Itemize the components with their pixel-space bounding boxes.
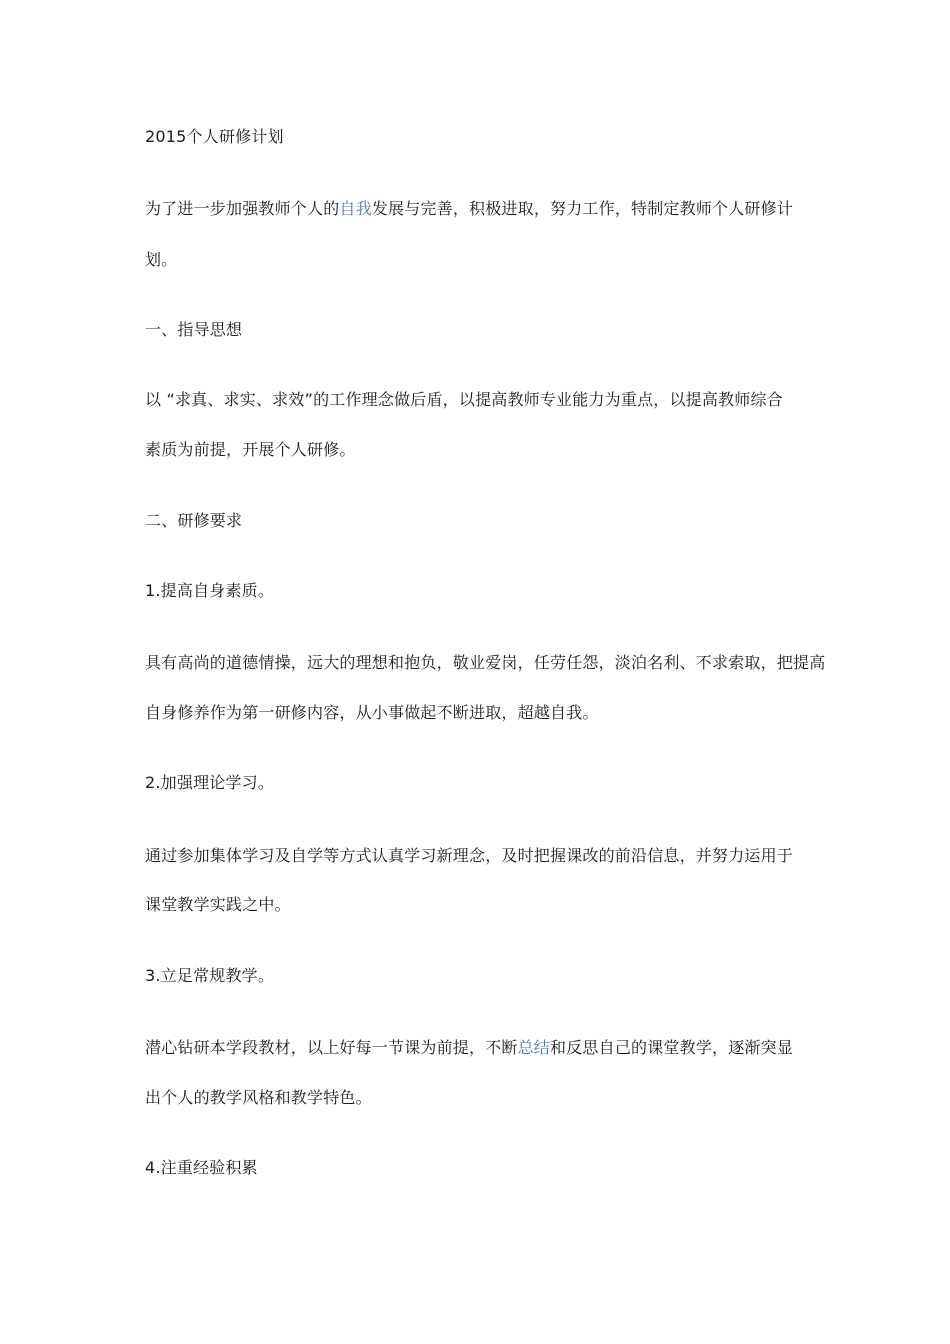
intro-text-b: 发展与完善，积极进取，努力工作，特制定教师个人研修计	[371, 199, 794, 218]
item-3-heading: 3.立足常规教学。	[145, 966, 275, 985]
item-3-line-1	[145, 1038, 815, 1058]
item-3-line-2: 出个人的教学风格和教学特色。	[145, 1088, 372, 1107]
section-1-heading: 一、指导思想	[145, 320, 243, 339]
section-1-line-2: 素质为前提，开展个人研修。	[145, 440, 356, 459]
item-3-text-a: 潜心钻研本学段教材，以上好每一节课为前提，不断	[145, 1038, 518, 1057]
item-2-line-1: 通过参加集体学习及自学等方式认真学习新理念，及时把握课改的前沿信息，并努力运用于	[145, 846, 794, 865]
self-link[interactable]: 自我	[339, 199, 372, 218]
document-title: 2015个人研修计划	[145, 127, 284, 146]
item-1-line-2: 自身修养作为第一研修内容，从小事做起不断进取，超越自我。	[145, 703, 599, 722]
item-2-heading: 2.加强理论学习。	[145, 773, 275, 792]
item-2-line-2: 课堂教学实践之中。	[145, 895, 291, 914]
item-4-heading: 4.注重经验积累	[145, 1158, 258, 1177]
summary-link[interactable]: 总结	[517, 1038, 551, 1057]
item-1-line-1: 具有高尚的道德情操，远大的理想和抱负，敬业爱岗，任劳任怨，淡泊名利、不求索取，把提高	[145, 653, 826, 672]
item-1-heading: 1.提高自身素质。	[145, 581, 275, 600]
section-2-heading: 二、研修要求	[145, 511, 243, 530]
section-1-line-1: 以 “求真、求实、求效”的工作理念做后盾，以提高教师专业能力为重点，以提高教师综合	[145, 390, 783, 409]
item-3-text-b: 和反思自己的课堂教学，逐渐突显	[550, 1038, 794, 1057]
intro-paragraph-line-1	[145, 199, 815, 219]
intro-paragraph-line-2: 划。	[145, 250, 178, 269]
intro-text-a: 为了进一步加强教师个人的	[145, 199, 340, 218]
